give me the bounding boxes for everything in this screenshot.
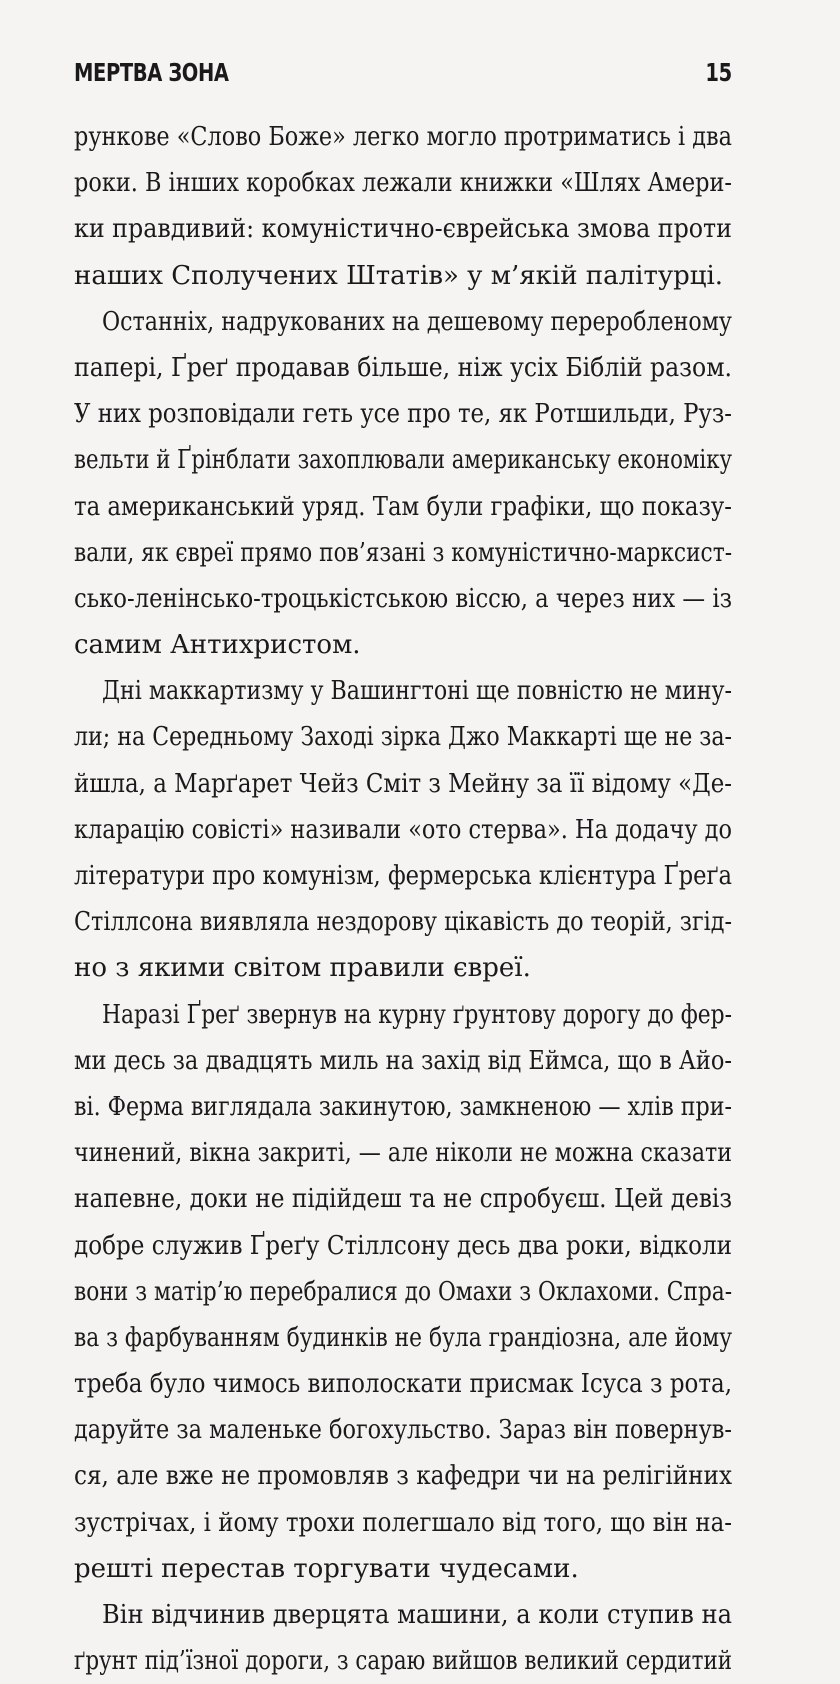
page-number: 15 [705, 58, 732, 87]
text-line: решті перестав торгувати чудесами. [74, 1553, 579, 1584]
text-line: папері, Ґреґ продавав більше, ніж усіх Біблій разом. [74, 352, 733, 383]
text-line: йшла, а Марґарет Чейз Сміт з Мейну за її відому «Де- [74, 768, 733, 799]
text-line: та американський уряд. Там були графіки, що показу- [74, 491, 732, 522]
text-line: Він відчинив дверцята машини, а коли ступив на [102, 1600, 732, 1630]
text-line: наших Сполучених Штатів» у м’якій палітурці. [74, 260, 724, 291]
running-head [74, 58, 732, 98]
text-line: кларацію совісті» називали «ото стерва». На додачу до [74, 814, 732, 845]
text-line: рункове «Слово Боже» легко могло протриматись і два [74, 122, 732, 152]
text-line: ва з фарбуванням будинків не була грандіозна, але йому [74, 1322, 733, 1353]
text-line: роки. В інших коробках лежали книжки «Шлях Амери- [74, 168, 733, 199]
text-line: добре служив Ґреґу Стіллсону десь два роки, відколи [74, 1230, 733, 1261]
text-line: напевне, доки не підійдеш та не спробуєш. Цей девіз [74, 1184, 733, 1215]
text-line: треба було чимось виполоскати присмак Ісуса з рота, [74, 1369, 733, 1400]
text-line: зустрічах, і йому трохи полегшало від того, що він на- [74, 1507, 733, 1538]
text-line: сько-ленінсько-троцькістською віссю, а через них — із [74, 583, 732, 614]
text-line: ми десь за двадцять миль на захід від Еймса, що в Айо- [74, 1045, 732, 1076]
text-line: вали, як євреї прямо пов’язані з комуністично-марксист- [74, 537, 733, 568]
text-line: ся, але вже не промовляв з кафедри чи на релігійних [74, 1461, 733, 1492]
text-line: ві. Ферма виглядала закинутою, замкненою — хлів при- [74, 1091, 732, 1122]
text-line: вельти й Ґрінблати захоплювали американську економіку [74, 445, 732, 476]
text-line: Наразі Ґреґ звернув на курну ґрунтову дорогу до фер- [102, 999, 732, 1030]
text-line: У них розповідали геть усе про те, як Ротшильди, Руз- [74, 399, 732, 430]
text-line: даруйте за маленьке богохульство. Зараз він повернув- [74, 1415, 732, 1446]
text-line: Стіллсона виявляла нездорову цікавість до теорій, згід- [74, 907, 732, 938]
text-line: ки правдивий: комуністично-єврейська змова проти [74, 214, 732, 245]
text-line: самим Антихристом. [74, 630, 361, 661]
book-title: МЕРТВА ЗОНА [74, 58, 229, 87]
text-line: вони з матір’ю перебралися до Омахи з Оклахоми. Спра- [74, 1276, 733, 1307]
text-line: Останніх, надрукованих на дешевому переробленому [102, 306, 732, 337]
text-line: ґрунт під’їзної дороги, з сараю вийшов великий сердитий [74, 1646, 733, 1677]
text-line: но з якими світом правили євреї. [74, 953, 531, 984]
text-line: Дні маккартизму у Вашингтоні ще повністю не мину- [102, 676, 732, 707]
body-text [74, 114, 732, 1684]
text-line: чинений, вікна закриті, — але ніколи не можна сказати [74, 1138, 732, 1169]
text-line: літератури про комунізм, фермерська клієнтура Ґреґа [74, 861, 733, 891]
text-line: ли; на Середньому Заході зірка Джо Маккарті ще не за- [74, 722, 733, 753]
